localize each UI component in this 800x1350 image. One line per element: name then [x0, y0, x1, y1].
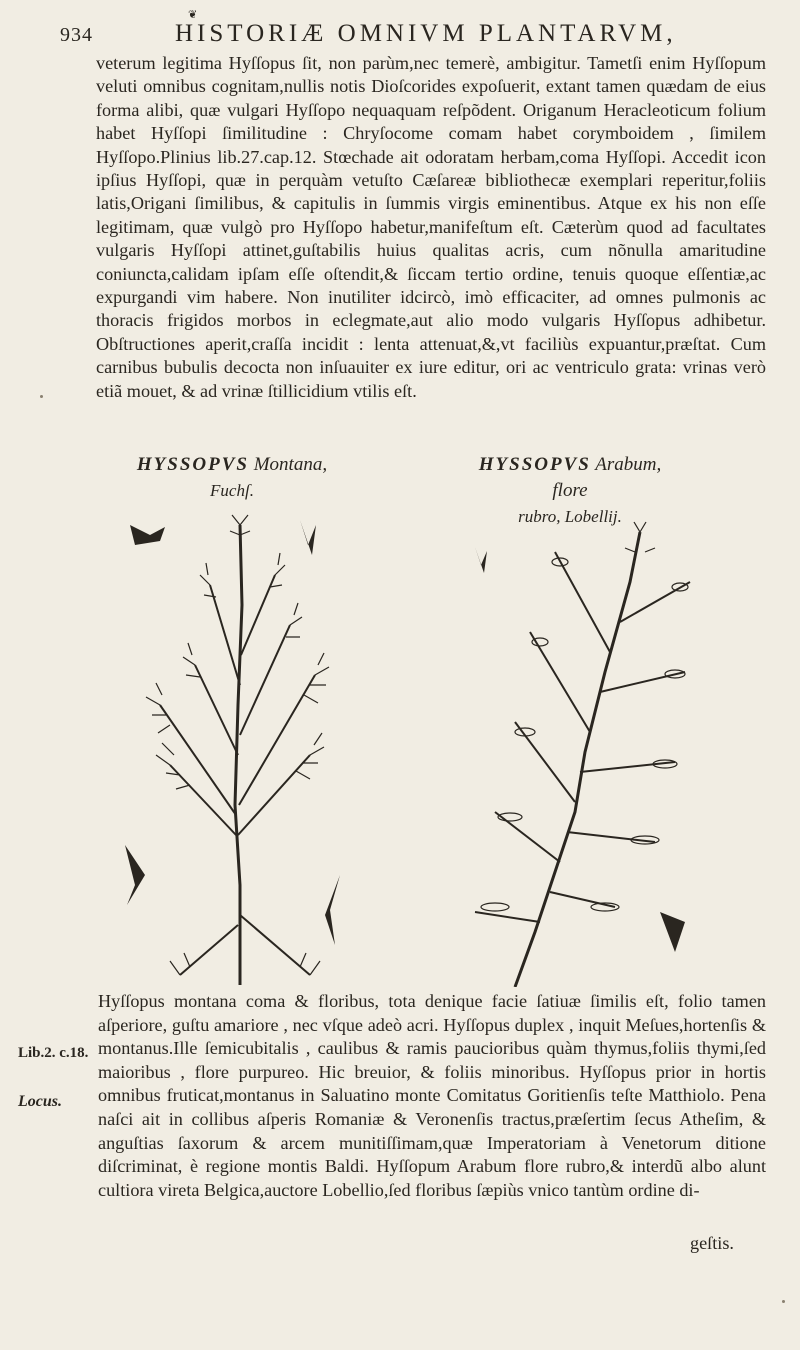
figure-subtitle: Montana,: [253, 454, 328, 475]
hyssop-arabum-woodcut: [455, 512, 705, 987]
paragraph: Hyſſopus montana coma & floribus, tota denique facie ſatiuæ ſimilis eſt, folio tamen aſperiore, guſtu amariore , nec vſque adeò acri. Hyſſopus duplex , inquit Meſues,hortenſis & montanus.Ille ſemicubitalis , caulibus & ramis paucioribus quàm thymus,foliis thymi,ſed maioribus , flore purpureo. Hic breuior, & foliis minoribus. Hyſſopus prior in hortis omnibus fruticat,montanus in Saluatino monte Comitatus Goritienſis teſte Matthiolo. Pena naſci ait in collibus aſperis Romaniæ & Veronenſis tractus,præſertim ſecus Atheſim, & anguſtias ſaxorum & arcem munitiſſimam,quæ Imperatoriam à Venetorum ditione diſcriminat, è regione montis Baldi. Hyſſopum Arabum flore rubro,& interdũ albo alunt cultiora vireta Belgica,auctore Lobellio,ſed floribus ſæpiùs vnico tantùm ordine di-: [98, 991, 766, 1200]
figure-title: HYSSOPVS: [136, 454, 249, 475]
paragraph: veterum legitima Hyſſopus ſit, non parùm,nec temerè, ambigitur. Tametſi enim Hyſſopum veluti omnibus cognitam,nullis notis Dioſcorides expoſuerit, extant tamen quædam de eius forma alibi, quæ vulgari Hyſſopo nequaquam reſpõdent. Origanum Heracleoticum folium habet Hyſſopi ſimilitudine : Chryſocome comam habet corymboidem , ſimilem Hyſſopo.Plinius lib.27.cap.12. Stœchade ait odoratam herbam,coma Hyſſopi. Accedit icon ipſius Hyſſopi, quæ in perquàm vetuſto Cæſareæ bibliothecæ exemplari reperitur,foliis latis,Origani ſimilibus, & capitulis in ſummis virgis eminentibus. Atque ex his non eſſe legitimam, quæ vulgò pro Hyſſopo habetur,manifeſtum eſt. Cæterùm quod ad facultates vulgaris Hyſſopi attinet,guſtabilis huius qualitas acris, cum nõnulla amaritudine coniuncta,calidam ipſam eſſe oſtendit,& ſiccam tertio ordine, tenuis quoque eſſentiæ,ac expurgandi vim habere. Non inutiliter idcircò, imò efficaciter, ad omnes pulmonis ac thoracis frigidos morbos in eclegmate,aut alio modo vulgaris Hyſſopus adhibetur. Obſtructiones aperit,craſſa incidit : lenta attenuat,&,vt faciliùs expuantur,præſtat. Cum carnibus bubulis decocta non inſuauiter ex iure editur, ori ac ventriculo grata: vrinas verò etiã mouet, & ad vrinæ ſtillicidium vtilis eſt.: [96, 53, 766, 401]
figure-author: rubro, Lobellij.: [518, 507, 622, 526]
ink-speck: [40, 395, 43, 398]
figure-title: HYSSOPVS: [478, 454, 591, 475]
ink-speck: [782, 1300, 785, 1303]
hyssop-montana-woodcut: [100, 505, 370, 985]
figure-subtitle: Arabum, flore: [552, 454, 662, 501]
page-number: 934: [60, 24, 93, 46]
running-head: HISTORIÆ OMNIVM PLANTARVM,: [175, 20, 677, 47]
figure-author: Fuchſ.: [210, 481, 254, 500]
ornament-mark: ❦: [188, 9, 201, 21]
figure-caption-left: [112, 452, 352, 504]
last-line: geſtis.: [690, 1233, 734, 1253]
margin-note-locus: Locus.: [18, 1093, 62, 1110]
page-header: [60, 9, 750, 52]
main-text-block: [96, 52, 766, 403]
margin-note-reference: Lib.2. c.18.: [18, 1045, 89, 1061]
second-text-block: [98, 990, 766, 1202]
